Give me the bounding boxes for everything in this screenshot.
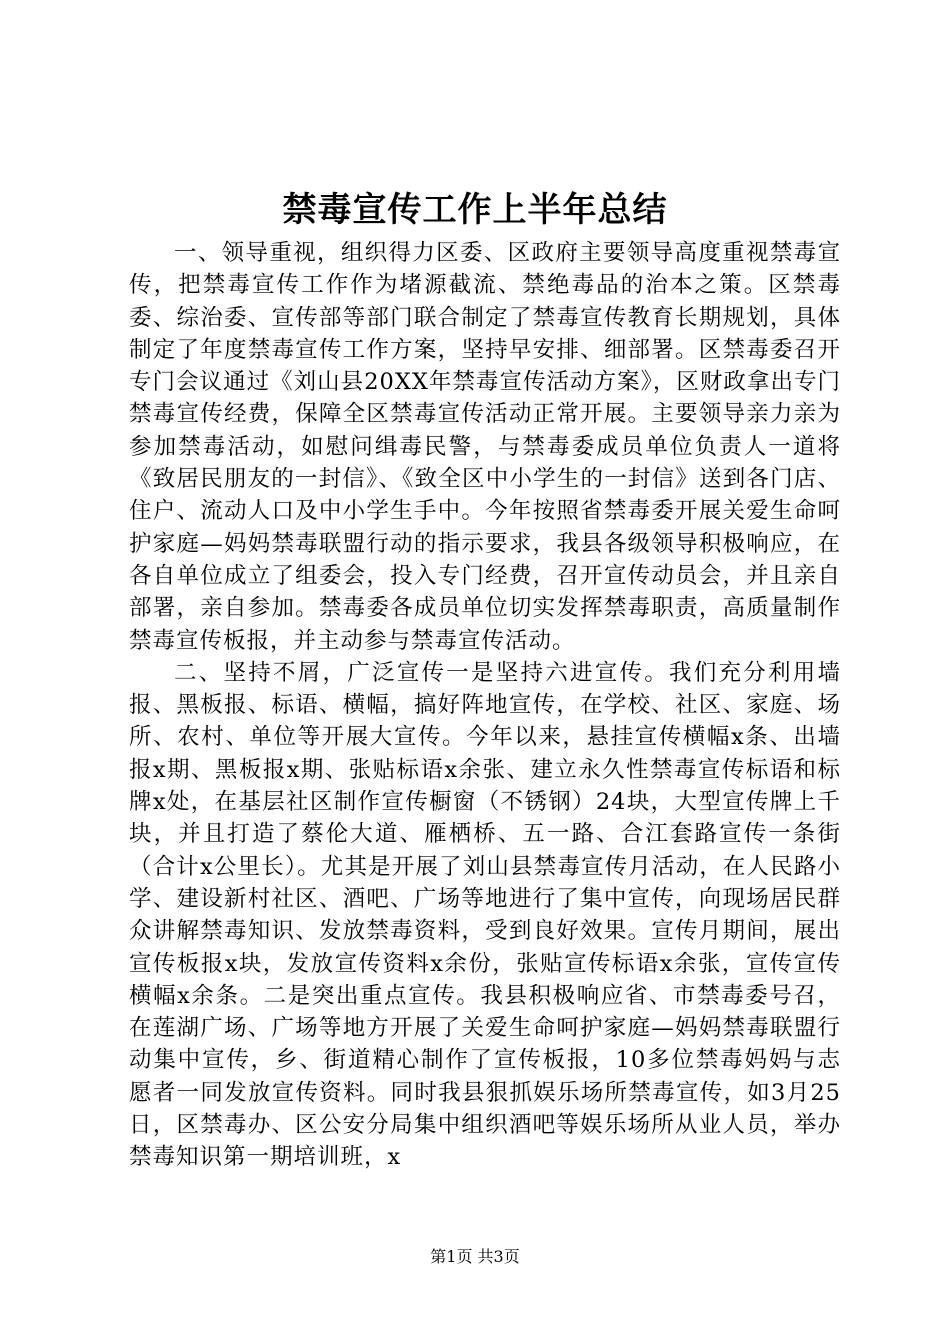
paragraph-leadership: 一、领导重视，组织得力区委、区政府主要领导高度重视禁毒宣传，把禁毒宣传工作作为堵源截流、禁绝毒品的治本之策。区禁毒委、综治委、宣传部等部门联合制定了禁毒宣传教育长期规划，具体制定了年度禁毒宣传工作方案，坚持早安排、细部署。区禁毒委召开专门会议通过《刘山县20XX年禁毒宣传活动方案》，区财政拿出专门禁毒宣传经费，保障全区禁毒宣传活动正常开展。主要领导亲力亲为参加禁毒活动，如慰问缉毒民警，与禁毒委成员单位负责人一道将《致居民朋友的一封信》、《致全区中小学生的一封信》送到各门店、住户、流动人口及中小学生手中。今年按照省禁毒委开展关爱生命呵护家庭—妈妈禁毒联盟行动的指示要求，我县各级领导积极响应，在各自单位成立了组委会，投入专门经费，召开宣传动员会，并且亲自部署，亲自参加。禁毒委各成员单位切实发挥禁毒职责，高质量制作禁毒宣传板报，并主动参与禁毒宣传活动。: [129, 240, 841, 654]
page-title: 禁毒宣传工作上半年总结: [282, 190, 668, 230]
page-number-footer: 第1页 共3页: [430, 1247, 520, 1266]
document-body: [129, 237, 841, 1174]
paragraph-publicity: 二、坚持不屑，广泛宣传一是坚持六进宣传。我们充分利用墙报、黑板报、标语、横幅，搞好阵地宣传，在学校、社区、家庭、场所、农村、单位等开展大宣传。今年以来，悬挂宣传横幅x条、出墙报x期、黑板报x期、张贴标语x余张、建立永久性禁毒宣传标语和标牌x处，在基层社区制作宣传橱窗（不锈钢）24块，大型宣传牌上千块，并且打造了蔡伦大道、雁栖桥、五一路、合江套路宣传一条街（合计x公里长）。尤其是开展了刘山县禁毒宣传月活动，在人民路小学、建设新村社区、酒吧、广场等地进行了集中宣传，向现场居民群众讲解禁毒知识、发放禁毒资料，受到良好效果。宣传月期间，展出宣传板报x块，发放宣传资料x余份，张贴宣传标语x余张，宣传宣传横幅x余条。二是突出重点宣传。我县积极响应省、市禁毒委号召，在莲湖广场、广场等地方开展了关爱生命呵护家庭—妈妈禁毒联盟行动集中宣传，乡、街道精心制作了宣传板报，10多位禁毒妈妈与志愿者一同发放宣传资料。同时我县狠抓娱乐场所禁毒宣传，如3月25日，区禁毒办、区公安分局集中组织酒吧等娱乐场所从业人员，举办禁毒知识第一期培训班，x: [129, 659, 841, 1171]
